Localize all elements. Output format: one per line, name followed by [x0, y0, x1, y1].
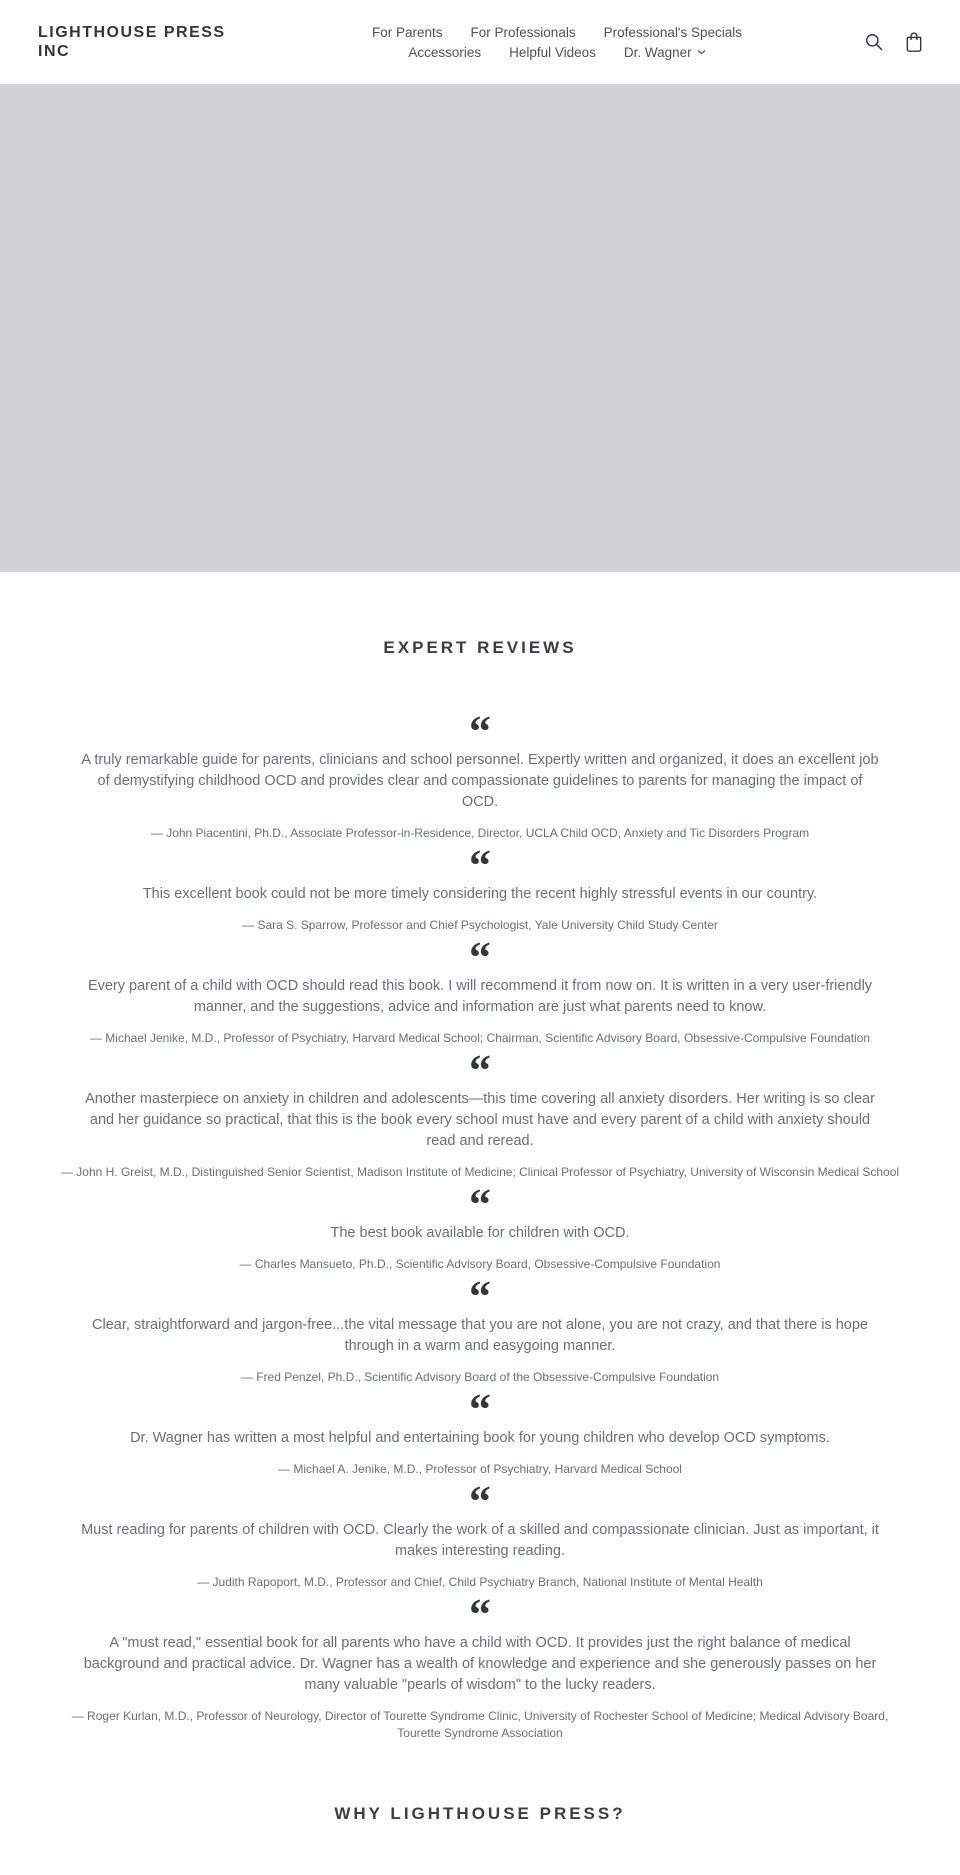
review-quote [0, 1597, 960, 1742]
quote-icon: “ [469, 848, 491, 874]
quote-icon: “ [469, 1484, 491, 1510]
quote-attribution: — Roger Kurlan, M.D., Professor of Neurology, Director of Tourette Syndrome Clinic, University of Rochester School of Medicine; Medical Advisory Board, Tourette Syndrome Association [71, 1709, 889, 1740]
nav-item-label: Dr. Wagner [623, 44, 692, 60]
quote-attribution: — Charles Mansueto, Ph.D., Scientific Advisory Board, Obsessive-Compulsive Foundation [239, 1257, 721, 1271]
site-header [0, 0, 960, 84]
quote-text: A truly remarkable guide for parents, clinicians and school personnel. Expertly written and organized, it does an excellent job of demystifying childhood OCD and provides clear and compassionate guidelines to parents for managing the impact of OCD. [81, 752, 879, 810]
nav-item-helpful-videos[interactable]: Helpful Videos [509, 44, 596, 60]
quote-text: The best book available for children with OCD. [330, 1225, 630, 1241]
nav-item-for-professionals[interactable]: For Professionals [470, 24, 576, 40]
quote-attribution: — John H. Greist, M.D., Distinguished Senior Scientist, Madison Institute of Medicine; Clinical Professor of Psychiatry, University of Wisconsin Medical School [60, 1165, 900, 1179]
quote-attribution: — Michael A. Jenike, M.D., Professor of Psychiatry, Harvard Medical School [278, 1462, 682, 1476]
header-icons [864, 31, 924, 53]
review-quote [0, 1187, 960, 1273]
quote-icon: “ [469, 940, 491, 966]
quote-icon: “ [469, 1187, 491, 1213]
quote-icon: “ [469, 714, 491, 740]
quote-icon: “ [469, 1053, 491, 1079]
review-quote [0, 1392, 960, 1478]
quote-icon: “ [469, 1597, 491, 1623]
review-quote [0, 1053, 960, 1181]
review-quote [0, 1279, 960, 1386]
quote-text: Clear, straightforward and jargon-free...the vital message that you are not alone, you are not crazy, and that there is hope through in a warm and easygoing manner. [92, 1317, 868, 1354]
search-icon [864, 32, 884, 52]
nav-item-professionals-specials[interactable]: Professional's Specials [603, 24, 742, 40]
nav-item-dr-wagner[interactable] [624, 43, 706, 62]
site-logo[interactable]: LIGHTHOUSE PRESS INC [38, 23, 226, 60]
quote-text: Dr. Wagner has written a most helpful and entertaining book for young children who develop OCD symptoms. [130, 1430, 830, 1446]
search-button[interactable] [864, 32, 884, 52]
bag-icon [904, 31, 924, 53]
quote-icon: “ [469, 1392, 491, 1418]
why-lighthouse-press-title: WHY LIGHTHOUSE PRESS? [334, 1804, 626, 1823]
review-quote [0, 1484, 960, 1591]
main-nav [250, 23, 864, 62]
quote-text: This excellent book could not be more timely considering the recent highly stressful events in our country. [142, 886, 818, 902]
nav-item-accessories[interactable]: Accessories [408, 44, 482, 60]
review-quote [0, 940, 960, 1047]
cart-button[interactable] [904, 31, 924, 53]
nav-row-bottom [408, 43, 705, 62]
quote-attribution: — Judith Rapoport, M.D., Professor and Chief, Child Psychiatry Branch, National Institute of Mental Health [197, 1575, 763, 1589]
chevron-down-icon [697, 49, 706, 55]
why-lighthouse-press-section [0, 1804, 960, 1850]
quote-text: Every parent of a child with OCD should read this book. I will recommend it from now on. It is written in a very user-friendly manner, and the suggestions, advice and information are just what parents need to know. [87, 978, 873, 1015]
review-quote [0, 848, 960, 934]
nav-item-for-parents[interactable]: For Parents [372, 24, 443, 40]
quote-attribution: — John Piacentini, Ph.D., Associate Professor-in-Residence, Director, UCLA Child OCD, Anxiety and Tic Disorders Program [150, 826, 810, 840]
expert-reviews-section [0, 572, 960, 1742]
quote-attribution: — Michael Jenike, M.D., Professor of Psychiatry, Harvard Medical School; Chairman, Scientific Advisory Board, Obsessive-Compulsive Foundation [89, 1031, 871, 1045]
review-quote [0, 714, 960, 842]
quote-attribution: — Fred Penzel, Ph.D., Scientific Advisory Board of the Obsessive-Compulsive Foundation [240, 1370, 720, 1384]
quote-text: A "must read," essential book for all parents who have a child with OCD. It provides just the right balance of medical background and practical advice. Dr. Wagner has a wealth of knowledge and experience and she generously passes on her many valuable "pearls of wisdom" to the lucky readers. [83, 1635, 877, 1693]
expert-reviews-title: EXPERT REVIEWS [383, 638, 577, 657]
quote-text: Another masterpiece on anxiety in children and adolescents—this time covering all anxiety disorders. Her writing is so clear and her guidance so practical, that this is the book every school must have and every parent of a child with anxiety should read and reread. [85, 1091, 875, 1149]
quote-attribution: — Sara S. Sparrow, Professor and Chief Psychologist, Yale University Child Study Center [242, 918, 718, 932]
hero-image-placeholder [0, 84, 960, 572]
nav-row-top [372, 23, 742, 42]
quote-text: Must reading for parents of children with OCD. Clearly the work of a skilled and compassionate clinician. Just as important, it makes interesting reading. [81, 1522, 879, 1559]
quote-icon: “ [469, 1279, 491, 1305]
